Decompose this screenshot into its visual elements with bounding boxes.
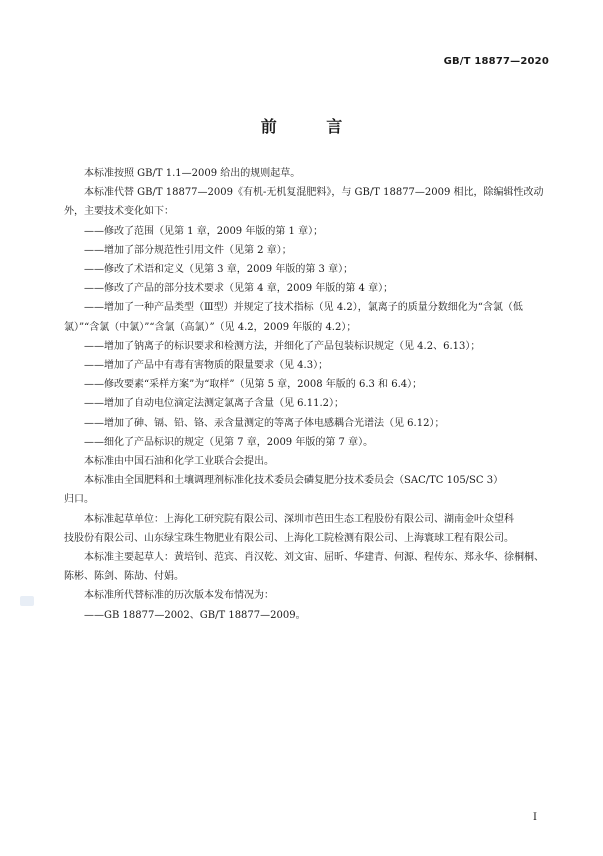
change-item: ——修改了术语和定义（见第 3 章，2009 年版的第 3 章）；	[84, 264, 354, 276]
history-item: ——GB 18877—2002、GB/T 18877—2009。	[84, 609, 306, 621]
change-item: ——细化了产品标识的规定（见第 7 章，2009 年版的第 7 章）。	[84, 436, 374, 448]
paragraph-drafting-units: 本标准起草单位：上海化工研究院有限公司、深圳市芭田生态工程股份有限公司、湖南金叶众望科	[84, 513, 514, 525]
paragraph-drafters-cont: 陈彬、陈剑、陈劼、付娟。	[64, 571, 184, 583]
change-item: ——增加了一种产品类型（Ⅲ型）并规定了技术指标（见 4.2），氯离子的质量分数细化为“含氯（低	[84, 302, 523, 314]
page-number: I	[533, 812, 537, 823]
paragraph-drafting-rules: 本标准按照 GB/T 1.1—2009 给出的规则起草。	[84, 168, 301, 179]
change-item: ——修改了范围（见第 1 章，2009 年版的第 1 章）；	[84, 225, 324, 237]
paragraph-committee-cont: 归口。	[64, 494, 94, 506]
change-item: ——增加了自动电位滴定法测定氯离子含量（见 6.11.2）；	[84, 398, 344, 410]
paragraph-drafting-units-cont: 技股份有限公司、山东绿宝珠生物肥业有限公司、上海化工院检测有限公司、上海寰球工程有限公司。	[64, 532, 514, 544]
paragraph-history: 本标准所代替标准的历次版本发布情况为：	[84, 590, 274, 602]
paragraph-committee: 本标准由全国肥料和土壤调理剂标准化技术委员会磷复肥分技术委员会（SAC/TC 105/SC 3）	[84, 475, 504, 487]
page-title: 前 言	[260, 117, 365, 136]
watermark-mark	[20, 596, 34, 606]
change-item: ——修改要素“采样方案”为“取样”（见第 5 章，2008 年版的 6.3 和 6.4）；	[84, 379, 423, 391]
change-item: ——增加了产品中有毒有害物质的限量要求（见 4.3）；	[84, 360, 329, 372]
paragraph-drafters: 本标准主要起草人：黄培钊、范宾、肖汉乾、刘文宙、屈昕、华建青、何源、程传东、郑永华、徐桐桐、	[84, 552, 544, 564]
paragraph-replacement-cont: 外，主要技术变化如下：	[64, 206, 174, 218]
paragraph-replacement: 本标准代替 GB/T 18877—2009《有机-无机复混肥料》，与 GB/T 18877—2009 相比，除编辑性改动	[84, 187, 544, 199]
change-item: ——修改了产品的部分技术要求（见第 4 章，2009 年版的第 4 章）；	[84, 283, 394, 295]
change-item: ——增加了钠离子的标识要求和检测方法，并细化了产品包装标识规定（见 4.2、6.13）；	[84, 340, 481, 352]
change-item-cont: 氯）”“含氯（中氯）”“含氯（高氯）”（见 4.2，2009 年版的 4.2）；	[64, 321, 357, 333]
paragraph-proposer: 本标准由中国石油和化学工业联合会提出。	[84, 456, 274, 468]
foreword-body	[64, 164, 551, 625]
standard-number: GB/T 18877—2020	[443, 56, 549, 67]
change-item: ——增加了砷、镉、铅、铬、汞含量测定的等离子体电感耦合光谱法（见 6.12）；	[84, 417, 445, 429]
change-item: ——增加了部分规范性引用文件（见第 2 章）；	[84, 244, 292, 256]
